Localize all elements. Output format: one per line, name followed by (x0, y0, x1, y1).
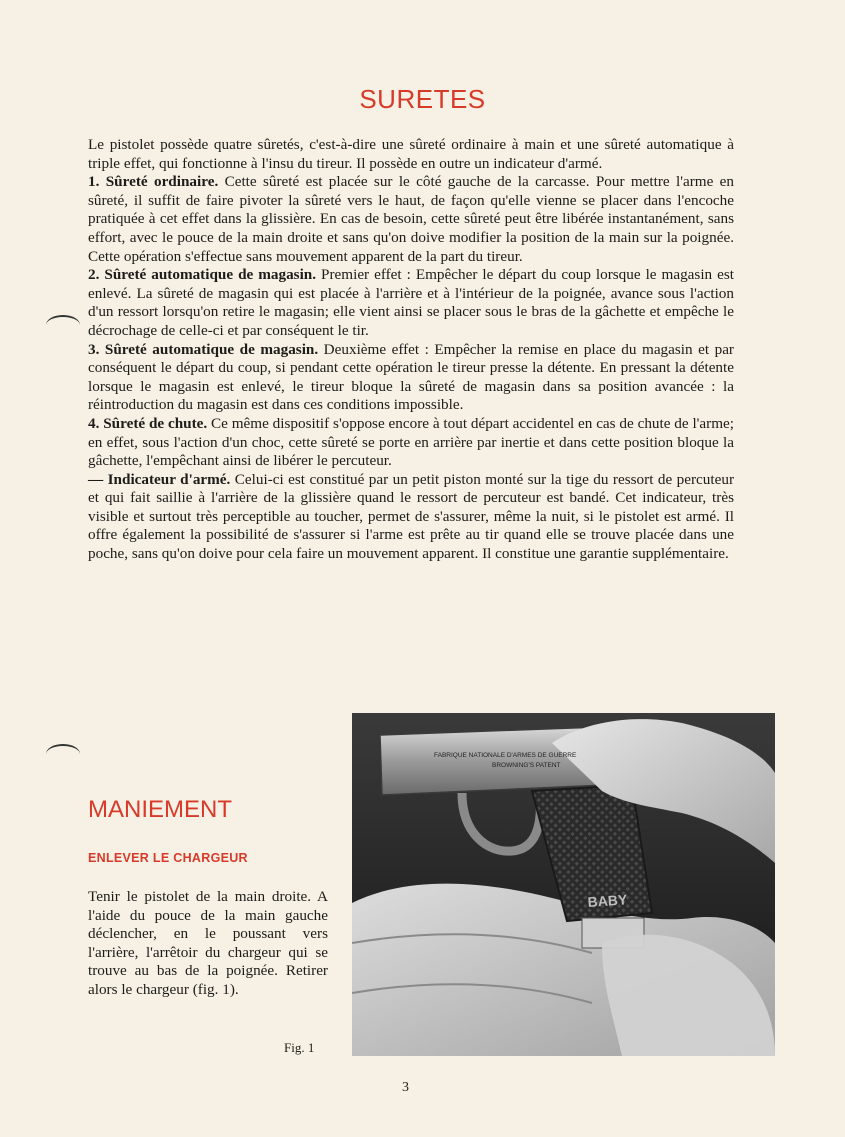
pistol-photo (352, 713, 775, 1056)
page-number: 3 (402, 1080, 409, 1095)
paragraph (88, 136, 734, 173)
paragraph-text: Le pistolet possède quatre sûretés, c'est-à-dire une sûreté ordinaire à main et une sûreté automatique à triple effet, qui fonctionne à l'insu du tireur. Il possède en outre un indicateur d'armé. (88, 136, 734, 172)
section-title: MANIEMENT (88, 796, 232, 823)
paragraph-text: Celui-ci est constitué par un petit piston monté sur la tige du ressort de percuteur et qui fait saillie à l'arrière de la glissière quand le ressort de percuteur est bandé. Cet indicateur, très visible et surtout très perceptible au toucher, permet de s'assurer, même la nuit, si le pistolet est armé. Il offre également la possibilité de s'assurer si l'arme est prête au tir quand elle se trouve placée dans une poche, sans qu'on doive pour cela faire un mouvement apparent. Il constitue une garantie supplémentaire. (88, 470, 734, 563)
paragraph-heading: 1. Sûreté ordinaire. (88, 173, 219, 191)
paragraph-heading: 2. Sûreté automatique de magasin. (88, 266, 317, 284)
paragraph-text: Deuxième effet : Empêcher la remise en place du magasin et par conséquent le départ du coup, si pendant cette opération le tireur presse la détente. En pressant la détente lorsque le magasin est enlevé, le tireur bloque la sûreté de magasin dans sa position avancée : la réintroduction du magasin est dans ces conditions impossible. (88, 340, 734, 414)
subsection-title: ENLEVER LE CHARGEUR (88, 851, 248, 865)
punch-hole-mark (46, 315, 80, 335)
paragraph-heading: — Indicateur d'armé. (88, 470, 231, 488)
instruction-text: Tenir le pistolet de la main droite. A l'aide du pouce de la main gauche déclencher, en le poussant vers l'arrière, l'arrêtoir du chargeur qui se trouve au bas de la poignée. Retirer alors le chargeur (fig. 1). (88, 888, 328, 998)
grip-logo: BABY (587, 891, 628, 910)
paragraph (88, 341, 734, 415)
punch-hole-mark (46, 744, 80, 764)
paragraph-heading: 4. Sûreté de chute. (88, 414, 208, 432)
paragraph-text: Premier effet : Empêcher le départ du coup lorsque le magasin est enlevé. La sûreté de magasin qui est placée à l'arrière et à l'intérieur de la poignée, avance sous l'action d'un ressort lorsqu'on retire le magasin; elle vient ainsi se placer sous le bras de la gâchette et empêche le décrochage de celle-ci et par conséquent le tir. (88, 266, 734, 339)
figure-caption: Fig. 1 (284, 1040, 315, 1055)
slide-engraving: BROWNING'S PATENT (492, 762, 561, 769)
page-title: SURETES (359, 84, 486, 114)
paragraph (88, 266, 734, 340)
paragraph-heading: 3. Sûreté automatique de magasin. (88, 340, 319, 358)
paragraph-text: Ce même dispositif s'oppose encore à tout départ accidentel en cas de chute de l'arme; en effet, sous l'action d'un choc, cette sûreté se porte en arrière par inertie et dans cette position bloque la gâchette, l'empêchant ainsi de libérer le percuteur. (88, 414, 734, 470)
pistol-in-hands-illustration (352, 713, 775, 1056)
paragraph-text: Cette sûreté est placée sur le côté gauche de la carcasse. Pour mettre l'arme en sûreté, il suffit de faire pivoter la sûreté vers le haut, de façon qu'elle vienne se placer dans l'encoche pratiquée à cet effet dans la glissière. En cas de besoin, cette sûreté peut être libérée instantanément, sans effort, avec le pouce de la main droite et sans qu'on doive modifier la position de la main sur la poignée. Cette opération s'effectue sans mouvement apparent de la part du tireur. (88, 173, 734, 265)
slide-engraving: FABRIQUE NATIONALE D'ARMES DE GUERRE (434, 752, 577, 759)
paragraph (88, 471, 734, 564)
safety-description (88, 136, 734, 564)
paragraph (88, 415, 734, 471)
paragraph (88, 173, 734, 266)
